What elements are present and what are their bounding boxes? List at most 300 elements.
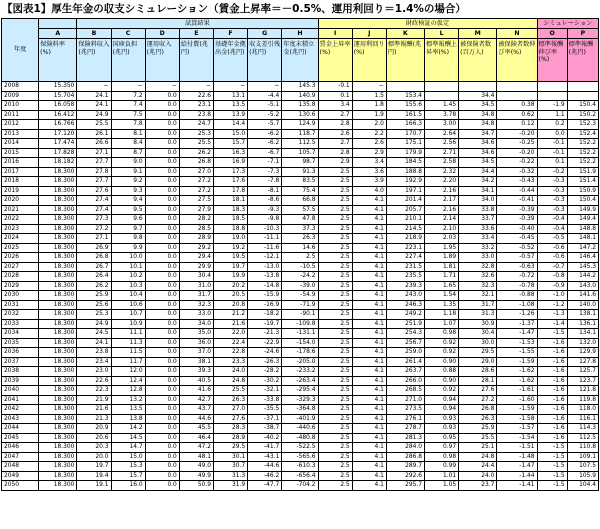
value-cell: 24.4 (459, 462, 497, 472)
value-cell: 121.8 (567, 386, 598, 396)
value-cell: -329.3 (282, 395, 318, 405)
value-cell: 3.4 (352, 158, 386, 168)
value-cell: 18.300 (39, 291, 77, 301)
value-cell: -0.57 (497, 253, 537, 263)
value-cell: 27.1 (77, 148, 111, 158)
value-cell: 0.0 (145, 367, 179, 377)
value-cell: 2.56 (425, 139, 459, 149)
value-cell: 18.8 (213, 224, 247, 234)
value-cell: 26.7 (77, 262, 111, 272)
value-cell: 286.8 (386, 452, 424, 462)
value-cell: 19.7 (213, 262, 247, 272)
value-cell: 18.300 (39, 310, 77, 320)
value-cell: 19.9 (213, 272, 247, 282)
value-cell: -1.5 (537, 329, 567, 339)
value-cell: -295.4 (282, 386, 318, 396)
table-row (2, 186, 599, 196)
value-cell: 32.3 (459, 281, 497, 291)
value-cell: 25.5 (179, 139, 213, 149)
value-cell: -1.37 (497, 319, 537, 329)
value-cell: 29.5 (459, 348, 497, 358)
column-description: 運用収入(兆円) (145, 39, 179, 82)
value-cell: -1.4 (537, 319, 567, 329)
year-cell: 2012 (2, 120, 39, 130)
value-cell: 18.300 (39, 376, 77, 386)
value-cell: 18.300 (39, 329, 77, 339)
value-cell: -13.8 (248, 272, 282, 282)
value-cell: -0.3 (537, 186, 567, 196)
year-cell: 2024 (2, 234, 39, 244)
value-cell: 28.5 (179, 224, 213, 234)
column-letter: I (318, 29, 352, 39)
value-cell: 1.54 (425, 291, 459, 301)
year-cell: 2038 (2, 367, 39, 377)
value-cell: 9.9 (111, 243, 145, 253)
value-cell: -5.2 (248, 110, 282, 120)
value-cell: 15.704 (39, 91, 77, 101)
value-cell: 33.0 (459, 253, 497, 263)
value-cell: 43.7 (179, 405, 213, 415)
value-cell: 18.300 (39, 471, 77, 481)
value-cell: 292.6 (386, 471, 424, 481)
value-cell: 31.9 (213, 481, 247, 491)
value-cell: 2.5 (318, 405, 352, 415)
value-cell: 150.4 (567, 196, 598, 206)
value-cell: -0.1 (537, 148, 567, 158)
value-cell: -1.61 (497, 386, 537, 396)
value-cell: 46.4 (179, 433, 213, 443)
value-cell: -0.52 (497, 243, 537, 253)
value-cell: 20.9 (77, 424, 111, 434)
table-row (2, 196, 599, 206)
value-cell: -0.41 (497, 196, 537, 206)
column-letter: D (145, 29, 179, 39)
table-row (2, 462, 599, 472)
value-cell: 18.300 (39, 386, 77, 396)
value-cell: -0.9 (537, 281, 567, 291)
value-cell: 17.6 (213, 177, 247, 187)
table-row (2, 443, 599, 453)
value-cell: 4.1 (352, 205, 386, 215)
value-cell: 2.5 (318, 471, 352, 481)
value-cell: 2.8 (318, 120, 352, 130)
value-cell: 0.88 (425, 367, 459, 377)
value-cell: -0.72 (497, 272, 537, 282)
value-cell: 9.3 (111, 186, 145, 196)
value-cell: -0.39 (497, 205, 537, 215)
year-cell: 2049 (2, 471, 39, 481)
value-cell: 57.5 (282, 205, 318, 215)
value-cell: 2.64 (425, 129, 459, 139)
value-cell: 25.6 (77, 300, 111, 310)
value-cell: 4.0 (352, 186, 386, 196)
value-cell: 15.0 (213, 129, 247, 139)
table-row (2, 395, 599, 405)
value-cell: 21.6 (77, 405, 111, 415)
value-cell: 14.7 (111, 443, 145, 453)
value-cell: 2.2 (352, 129, 386, 139)
value-cell: 9.6 (111, 215, 145, 225)
header-group-row (2, 19, 599, 29)
value-cell: 28.1 (459, 376, 497, 386)
value-cell: -0.32 (497, 167, 537, 177)
value-cell: 2.5 (318, 367, 352, 377)
value-cell: 1.8 (352, 101, 386, 111)
value-cell: 10.9 (111, 319, 145, 329)
value-cell: 14.5 (111, 433, 145, 443)
value-cell: 45.5 (179, 424, 213, 434)
value-cell: 17.8 (213, 186, 247, 196)
value-cell: 2.5 (318, 310, 352, 320)
year-cell: 2030 (2, 291, 39, 301)
table-row (2, 367, 599, 377)
column-description: 保険料率(%) (39, 39, 77, 82)
value-cell: 155.6 (386, 101, 424, 111)
value-cell: 218.9 (386, 234, 424, 244)
value-cell: 42.7 (179, 395, 213, 405)
value-cell: 66.8 (282, 196, 318, 206)
value-cell: 23.0 (77, 367, 111, 377)
value-cell: 14.6 (282, 243, 318, 253)
year-cell: 2020 (2, 196, 39, 206)
year-cell: 2035 (2, 338, 39, 348)
value-cell: 24.0 (459, 471, 497, 481)
value-cell: 34.4 (459, 91, 497, 101)
value-cell: 4.1 (352, 348, 386, 358)
value-cell: -109.8 (282, 319, 318, 329)
value-cell: -37.1 (248, 414, 282, 424)
value-cell: 0.0 (145, 357, 179, 367)
value-cell: 2.6 (318, 129, 352, 139)
value-cell: 24.8 (459, 452, 497, 462)
value-cell: 2.5 (318, 224, 352, 234)
value-cell: 161.5 (386, 110, 424, 120)
value-cell: 4.1 (352, 367, 386, 377)
table-row (2, 224, 599, 234)
value-cell: -38.7 (248, 424, 282, 434)
value-cell: -9.3 (248, 205, 282, 215)
value-cell: 2.5 (318, 424, 352, 434)
year-cell: 2010 (2, 101, 39, 111)
value-cell: 2.5 (318, 433, 352, 443)
value-cell: -1.54 (497, 433, 537, 443)
value-cell: 10.6 (111, 300, 145, 310)
value-cell (425, 91, 459, 101)
value-cell: 7.2 (111, 91, 145, 101)
value-cell: 19.5 (213, 253, 247, 263)
value-cell: 1.89 (425, 253, 459, 263)
value-cell: 2.58 (425, 158, 459, 168)
year-cell: 2037 (2, 357, 39, 367)
value-cell: -610.3 (282, 462, 318, 472)
value-cell: -1.0 (537, 291, 567, 301)
value-cell: 231.5 (386, 262, 424, 272)
value-cell: 0.90 (425, 376, 459, 386)
value-cell: 10.7 (111, 310, 145, 320)
value-cell: 0.0 (145, 291, 179, 301)
value-cell: -1.47 (497, 329, 537, 339)
year-cell: 2046 (2, 443, 39, 453)
value-cell: -26.3 (248, 357, 282, 367)
year-cell: 2011 (2, 110, 39, 120)
value-cell: 16.412 (39, 110, 77, 120)
value-cell: 2.5 (318, 234, 352, 244)
value-cell: -46.2 (248, 471, 282, 481)
value-cell: 12.8 (111, 386, 145, 396)
value-cell: 34.7 (459, 129, 497, 139)
value-cell: 24.9 (77, 319, 111, 329)
table-row (2, 272, 599, 282)
value-cell: -0.8 (537, 272, 567, 282)
value-cell: 34.5 (459, 101, 497, 111)
value-cell: 18.300 (39, 253, 77, 263)
value-cell: 18.300 (39, 319, 77, 329)
value-cell: 18.300 (39, 433, 77, 443)
value-cell: 25.5 (77, 120, 111, 130)
value-cell: 18.300 (39, 205, 77, 215)
value-cell: 15.7 (111, 471, 145, 481)
value-cell: 188.8 (386, 167, 424, 177)
value-cell: 25.9 (77, 291, 111, 301)
value-cell: 134.1 (567, 329, 598, 339)
value-cell: -440.6 (282, 424, 318, 434)
group-shisan: 試算結果 (77, 19, 318, 29)
value-cell: 18.1 (213, 196, 247, 206)
column-letter: F (213, 29, 247, 39)
value-cell: 140.0 (567, 300, 598, 310)
value-cell: 18.300 (39, 272, 77, 282)
value-cell: 18.300 (39, 443, 77, 453)
value-cell: 28.3 (213, 424, 247, 434)
value-cell: 11.3 (111, 338, 145, 348)
year-header: 年度 (2, 19, 39, 82)
column-description: 標準報酬(兆円) (567, 39, 598, 82)
value-cell: 27.2 (459, 395, 497, 405)
value-cell: 0.0 (145, 234, 179, 244)
value-cell: 0.62 (497, 110, 537, 120)
value-cell: -154.0 (282, 338, 318, 348)
value-cell: -1.6 (537, 357, 567, 367)
value-cell: 26.2 (179, 148, 213, 158)
value-cell: 15.3 (111, 462, 145, 472)
table-row (2, 82, 599, 92)
value-cell: 261.4 (386, 357, 424, 367)
value-cell: 26.2 (77, 281, 111, 291)
value-cell: 109.1 (567, 452, 598, 462)
value-cell: 123.7 (567, 376, 598, 386)
value-cell: 22.3 (77, 386, 111, 396)
value-cell: 28.2 (179, 215, 213, 225)
value-cell: 0.0 (145, 148, 179, 158)
value-cell: 29.9 (179, 262, 213, 272)
value-cell: 17.474 (39, 139, 77, 149)
value-cell: -8.6 (248, 196, 282, 206)
value-cell: 32.3 (179, 300, 213, 310)
value-cell (497, 82, 537, 92)
value-cell: -32.1 (248, 386, 282, 396)
value-cell: 48.1 (179, 452, 213, 462)
value-cell: 2.5 (318, 177, 352, 187)
value-cell: 1.45 (425, 101, 459, 111)
value-cell: 124.9 (282, 120, 318, 130)
value-cell: 37.3 (282, 224, 318, 234)
value-cell: 27.3 (77, 215, 111, 225)
value-cell: -12.1 (248, 253, 282, 263)
value-cell: 38.1 (179, 357, 213, 367)
value-cell: 21.6 (213, 319, 247, 329)
value-cell: -1.6 (537, 414, 567, 424)
value-cell: 1.35 (425, 300, 459, 310)
value-cell: 12.4 (111, 376, 145, 386)
value-cell: 22.0 (213, 329, 247, 339)
value-cell: 20.0 (77, 452, 111, 462)
value-cell: 39.3 (179, 367, 213, 377)
value-cell: 2.5 (318, 291, 352, 301)
value-cell: -16.9 (248, 300, 282, 310)
value-cell: 249.2 (386, 310, 424, 320)
value-cell: 22.6 (77, 376, 111, 386)
value-cell: 2.17 (425, 196, 459, 206)
table-row (2, 300, 599, 310)
value-cell: 13.9 (213, 110, 247, 120)
value-cell: − (213, 82, 247, 92)
value-cell: 27.4 (77, 205, 111, 215)
value-cell: 263.7 (386, 367, 424, 377)
column-description: 被保険者数(百万人) (459, 39, 497, 82)
year-cell: 2033 (2, 319, 39, 329)
value-cell: 0.0 (145, 158, 179, 168)
table-row (2, 262, 599, 272)
column-letter: K (386, 29, 424, 39)
year-cell: 2044 (2, 424, 39, 434)
value-cell: − (248, 82, 282, 92)
value-cell: 0.0 (145, 177, 179, 187)
value-cell: -1.59 (497, 357, 537, 367)
value-cell: 20.2 (213, 281, 247, 291)
value-cell: 0.93 (425, 424, 459, 434)
value-cell: 18.3 (213, 205, 247, 215)
value-cell: 2.5 (318, 338, 352, 348)
value-cell: 1.1 (537, 110, 567, 120)
value-cell: -54.9 (282, 291, 318, 301)
value-cell: 13.8 (111, 414, 145, 424)
value-cell: -1.3 (537, 310, 567, 320)
value-cell: 197.1 (386, 186, 424, 196)
value-cell: 30.4 (459, 329, 497, 339)
value-cell: 132.0 (567, 338, 598, 348)
value-cell: 27.7 (77, 158, 111, 168)
value-cell: -1.6 (537, 338, 567, 348)
value-cell: 25.9 (459, 424, 497, 434)
column-letter: G (248, 29, 282, 39)
value-cell: 34.8 (459, 110, 497, 120)
value-cell: 0.92 (425, 386, 459, 396)
value-cell: 2.7 (318, 139, 352, 149)
value-cell: 127.8 (567, 357, 598, 367)
value-cell: 148.1 (567, 234, 598, 244)
value-cell: 28.6 (459, 367, 497, 377)
value-cell: 30.7 (213, 462, 247, 472)
year-cell: 2013 (2, 129, 39, 139)
value-cell: 75.4 (282, 186, 318, 196)
value-cell: 18.300 (39, 300, 77, 310)
value-cell: 7.8 (111, 120, 145, 130)
value-cell: 4.1 (352, 376, 386, 386)
table-row (2, 167, 599, 177)
page-title: 【図表1】厚生年金の収支シミュレーション（賃金上昇率＝－0.5%、運用利回り＝1.4%の場合） (2, 3, 466, 15)
value-cell: 152.3 (567, 120, 598, 130)
header-blank-a (39, 19, 77, 29)
value-cell: 9.1 (111, 167, 145, 177)
value-cell: -1.47 (497, 462, 537, 472)
value-cell: 18.300 (39, 234, 77, 244)
value-cell: 2.5 (318, 205, 352, 215)
value-cell: 24.9 (77, 110, 111, 120)
value-cell: 0.0 (145, 215, 179, 225)
value-cell: -6.2 (248, 129, 282, 139)
year-cell: 2039 (2, 376, 39, 386)
value-cell: 3.78 (425, 110, 459, 120)
value-cell: 25.3 (179, 129, 213, 139)
value-cell: 36.0 (179, 338, 213, 348)
value-cell: 18.300 (39, 177, 77, 187)
value-cell: 18.5 (213, 215, 247, 225)
value-cell: 0.0 (145, 243, 179, 253)
value-cell: 18.300 (39, 215, 77, 225)
value-cell: -43.1 (248, 452, 282, 462)
value-cell: -522.5 (282, 443, 318, 453)
value-cell: 4.1 (352, 405, 386, 415)
value-cell: 4.1 (352, 272, 386, 282)
year-cell: 2043 (2, 414, 39, 424)
value-cell: -0.2 (537, 167, 567, 177)
value-cell: -480.8 (282, 433, 318, 443)
value-cell: 18.300 (39, 452, 77, 462)
value-cell: -14.8 (248, 281, 282, 291)
value-cell: 0.0 (145, 253, 179, 263)
value-cell: 150.2 (567, 110, 598, 120)
value-cell: 151.9 (567, 167, 598, 177)
table-row (2, 452, 599, 462)
value-cell: 24.7 (179, 120, 213, 130)
value-cell: -0.45 (497, 234, 537, 244)
value-cell: 50.9 (179, 481, 213, 491)
value-cell: 16.766 (39, 120, 77, 130)
value-cell: 2.5 (318, 329, 352, 339)
value-cell: -1.53 (497, 338, 537, 348)
value-cell: 34.2 (459, 177, 497, 187)
table-row (2, 215, 599, 225)
value-cell: -1.62 (497, 367, 537, 377)
value-cell: 23.3 (213, 357, 247, 367)
year-cell: 2018 (2, 177, 39, 187)
value-cell: 201.4 (386, 196, 424, 206)
value-cell: -1.48 (497, 452, 537, 462)
value-cell: 44.6 (179, 414, 213, 424)
value-cell: 4.1 (352, 253, 386, 263)
value-cell: -90.1 (282, 310, 318, 320)
value-cell: -1.6 (537, 386, 567, 396)
value-cell: 18.300 (39, 262, 77, 272)
value-cell: 4.1 (352, 338, 386, 348)
value-cell: -1.59 (497, 405, 537, 415)
value-cell: 23.4 (77, 357, 111, 367)
value-cell: 27.0 (179, 167, 213, 177)
value-cell: 27.2 (179, 186, 213, 196)
value-cell: 13.2 (111, 395, 145, 405)
value-cell: 23.7 (459, 481, 497, 491)
value-cell: 2.8 (318, 148, 352, 158)
